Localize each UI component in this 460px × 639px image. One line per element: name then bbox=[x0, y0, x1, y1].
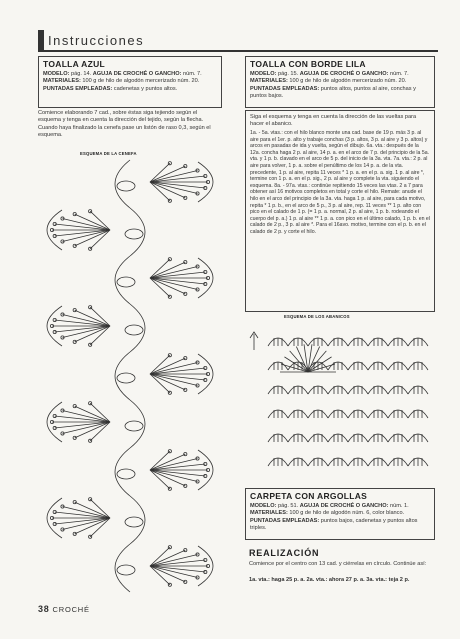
puntadas-text: puntos altos, puntos al aire, conchas y puntos bajos. bbox=[250, 85, 416, 100]
fan-spoke bbox=[62, 219, 110, 230]
right-instructions-box bbox=[245, 110, 435, 312]
fan-spoke bbox=[55, 518, 110, 524]
puntadas-label: PUNTADAS EMPLEADAS: bbox=[43, 85, 113, 92]
fan-spoke bbox=[150, 182, 185, 198]
fan-spoke bbox=[150, 176, 205, 182]
chain-loop bbox=[117, 181, 135, 191]
left-body: Comience elaborando 7 cad., sobre éstas siga tejiendo según el esquema y tenga en cuenta la dirección del tejido, según la flecha. Cuando haya finalizado la cenefa pase un listón de raso 0,3, según el esquema. bbox=[38, 110, 211, 139]
page-number: 38 bbox=[38, 604, 50, 614]
left-title: TOALLA AZUL bbox=[43, 59, 106, 69]
fan-spoke bbox=[75, 422, 110, 438]
fan-spoke bbox=[150, 566, 170, 585]
materiales-text: 100 g de hilo de algodón núm. 6, color blanco. bbox=[289, 510, 405, 517]
fan-spoke bbox=[150, 278, 185, 294]
fan-spoke bbox=[62, 315, 110, 326]
magazine-name: CROCHÉ bbox=[52, 605, 90, 614]
fan-spoke bbox=[62, 326, 110, 337]
fan-spoke bbox=[150, 470, 170, 489]
header-accent-bar bbox=[38, 30, 44, 50]
fan-spoke bbox=[75, 310, 110, 326]
fan-spoke bbox=[150, 560, 205, 566]
materiales-label: MATERIALES: bbox=[250, 78, 288, 85]
fan-spoke bbox=[90, 518, 110, 537]
carpeta-specs bbox=[250, 503, 430, 533]
realizacion-title: REALIZACIÓN bbox=[249, 548, 320, 558]
chain-loop bbox=[117, 277, 135, 287]
fan-spoke bbox=[150, 166, 185, 182]
modelo-text: pág. 14. bbox=[70, 71, 92, 77]
fan-spoke bbox=[75, 406, 110, 422]
fan-spoke bbox=[150, 374, 185, 390]
fan-spoke bbox=[90, 422, 110, 441]
fan-spoke bbox=[55, 320, 110, 326]
fan-spoke bbox=[62, 507, 110, 518]
fan-spoke bbox=[150, 171, 198, 182]
page-section-title: Instrucciones bbox=[48, 33, 145, 48]
fan-spoke bbox=[150, 368, 205, 374]
fan-spoke bbox=[150, 182, 205, 188]
fan-spoke bbox=[150, 259, 170, 278]
fan-spoke bbox=[150, 470, 205, 476]
chain-loop bbox=[117, 565, 135, 575]
right-diagram-label: ESQUEMA DE LOS ABANICOS bbox=[284, 314, 350, 319]
fan-spoke bbox=[150, 163, 170, 182]
fan-spoke bbox=[75, 502, 110, 518]
chain-loop bbox=[125, 517, 143, 527]
fan-spoke bbox=[55, 326, 110, 332]
fan-spoke bbox=[150, 566, 205, 572]
fan-spoke bbox=[150, 470, 185, 486]
right-specs bbox=[250, 71, 430, 101]
fan-spoke bbox=[150, 566, 185, 582]
carpeta-info-box bbox=[245, 488, 435, 540]
fan-spoke bbox=[90, 307, 110, 326]
fan-spoke bbox=[150, 267, 198, 278]
fan-spoke bbox=[90, 403, 110, 422]
fan-spoke bbox=[150, 470, 198, 481]
materiales-label: MATERIALES: bbox=[250, 510, 288, 517]
fan-spoke bbox=[62, 411, 110, 422]
materiales-text: 100 g de hilo de algodón mercerizado núm. 20. bbox=[82, 78, 200, 85]
fan-spoke bbox=[150, 374, 205, 380]
cenefa-crochet-diagram bbox=[38, 156, 223, 600]
fan-spoke bbox=[150, 272, 205, 278]
direction-arrow bbox=[250, 332, 258, 350]
fan-spoke bbox=[75, 214, 110, 230]
fan-spoke bbox=[150, 374, 198, 385]
chain-loop bbox=[117, 469, 135, 479]
fan-spoke bbox=[150, 454, 185, 470]
fan-spoke bbox=[150, 547, 170, 566]
fan-spoke bbox=[150, 451, 170, 470]
fan-spoke bbox=[150, 278, 205, 284]
right-body: 1a. - 5a. vtas.: con el hilo blanco monte una cad. base de 19 p. más 3 p. al aire para el 1er. p. alto y trabaje conchas (3 p. altos, 3 p. al aire y 3 p. altos) y arcos en pasadas de ida y vuelta, según el dibujo. 6a. vta.: después de la 12a. concha haga 2 p. al aire, 14 p. a. en el arco de 7 p. del principio de la 5a. vta. y 1 p. b. clavado en el arco de 5 p. del inicio de la 3a. vta. 7a. vta.: 2 p. al aire para volver, 1 p. a. sobre el penúltimo de los 14 p. a. de la vta. precedente, 1 p. al aire, repita 11 veces * 1 p. a. en el p. a. sig. 1 p. al aire *, termine con 1 p. a. en el p. sig., 2 p. al aire y complete la vta. siguiendo el esquema. 8a. - 97a. vtas.: continúe repitiendo 15 veces las vtas. 2 a 7 para obtener así 16 motivos completos en total y corte el hilo. Remate: anude el hilo en el arco del principio de la 3a. vta. haga 1 p. al aire, para cada motivo, repita * 1 p. b., en el arco de 5 p., 3 p. al aire, rep. 11 veces ** 1 p. alto con pico en el calado de 1 p. (= 1 p. a. normal, 2 p. al aire, 1 p. b. rodeando el cuerpo del p. a.) 1 p. al aire ** 1 p. a. con pico en el último calado, 1 p. b. en el calado de 2 p., 3 p. al aire *. Para el 16avo. motivo, termine con el p. b. en el calado de 2 p. y corte el hilo. bbox=[250, 130, 430, 235]
aguja-label: AGUJA DE CROCHÉ O GANCHO: bbox=[92, 71, 182, 77]
modelo-label: MODELO: bbox=[43, 71, 70, 77]
carpeta-title: CARPETA CON ARGOLLAS bbox=[250, 491, 368, 501]
fan-spoke bbox=[150, 363, 198, 374]
chain-loop bbox=[125, 229, 143, 239]
fan-spoke bbox=[55, 422, 110, 428]
fan-spoke bbox=[150, 374, 170, 393]
abanicos-crochet-diagram bbox=[248, 320, 434, 480]
materiales-text: 100 g de hilo de algodón mercerizado núm. 20. bbox=[289, 78, 407, 85]
fan-spoke bbox=[150, 555, 198, 566]
fan-spoke bbox=[150, 278, 170, 297]
modelo-text: pág. 51. bbox=[277, 503, 299, 509]
fan-spoke bbox=[62, 518, 110, 529]
fan-spoke bbox=[75, 518, 110, 534]
aguja-text: núm. 7. bbox=[390, 71, 409, 77]
modelo-text: pág. 15. bbox=[277, 71, 299, 77]
fan-spoke bbox=[150, 355, 170, 374]
fan-spoke bbox=[90, 326, 110, 345]
fan-spoke bbox=[55, 224, 110, 230]
right-intro: Siga el esquema y tenga en cuenta la dirección de las vueltas para hacer el abanico. bbox=[250, 114, 417, 128]
puntadas-label: PUNTADAS EMPLEADAS: bbox=[250, 85, 320, 92]
aguja-label: AGUJA DE CROCHÉ O GANCHO: bbox=[299, 71, 389, 77]
fan-spoke bbox=[90, 211, 110, 230]
fan-spoke bbox=[62, 230, 110, 241]
aguja-text: núm. 1. bbox=[390, 503, 409, 509]
puntadas-text: puntos bajos, cadenetas y puntos altos triples. bbox=[250, 517, 418, 532]
modelo-label: MODELO: bbox=[250, 71, 277, 77]
page-footer bbox=[38, 604, 90, 614]
chain-loop bbox=[117, 373, 135, 383]
fan-spoke bbox=[75, 230, 110, 246]
fan-spoke bbox=[150, 566, 198, 577]
fan-spoke bbox=[150, 464, 205, 470]
fan-spoke bbox=[150, 358, 185, 374]
right-title: TOALLA CON BORDE LILA bbox=[250, 59, 366, 69]
fan-spoke bbox=[150, 182, 170, 201]
realizacion-body: Comience por el centro con 13 cad. y ciérrelas en círculo. Continúe así: bbox=[249, 561, 427, 567]
fan-spoke bbox=[90, 230, 110, 249]
fan-spoke bbox=[55, 416, 110, 422]
materiales-label: MATERIALES: bbox=[43, 78, 81, 85]
puntadas-text: cadenetas y puntos altos. bbox=[113, 85, 178, 92]
left-info-box bbox=[38, 56, 222, 108]
fan-spoke bbox=[150, 459, 198, 470]
chain-loop bbox=[125, 421, 143, 431]
left-specs bbox=[43, 71, 217, 93]
fan-spoke bbox=[150, 278, 198, 289]
left-diagram-label: ESQUEMA DE LA CENEFA bbox=[80, 151, 137, 156]
modelo-label: MODELO: bbox=[250, 503, 277, 509]
fan-spoke bbox=[150, 182, 198, 193]
fan-spoke bbox=[150, 550, 185, 566]
fan-spoke bbox=[150, 262, 185, 278]
aguja-text: núm. 7. bbox=[183, 71, 202, 77]
realizacion-line: 1a. vta.: haga 25 p. a. 2a. vta.: ahora 27 p. a. 3a. vta.: teja 2 p. bbox=[249, 577, 410, 583]
puntadas-label: PUNTADAS EMPLEADAS: bbox=[250, 517, 320, 524]
fan-spoke bbox=[55, 230, 110, 236]
chain-loop bbox=[125, 325, 143, 335]
header-rule bbox=[38, 50, 438, 52]
right-info-box bbox=[245, 56, 435, 108]
fan-spoke bbox=[90, 499, 110, 518]
fan-spoke bbox=[62, 422, 110, 433]
fan-spoke bbox=[75, 326, 110, 342]
aguja-label: AGUJA DE CROCHÉ O GANCHO: bbox=[299, 503, 389, 509]
fan-spoke bbox=[55, 512, 110, 518]
